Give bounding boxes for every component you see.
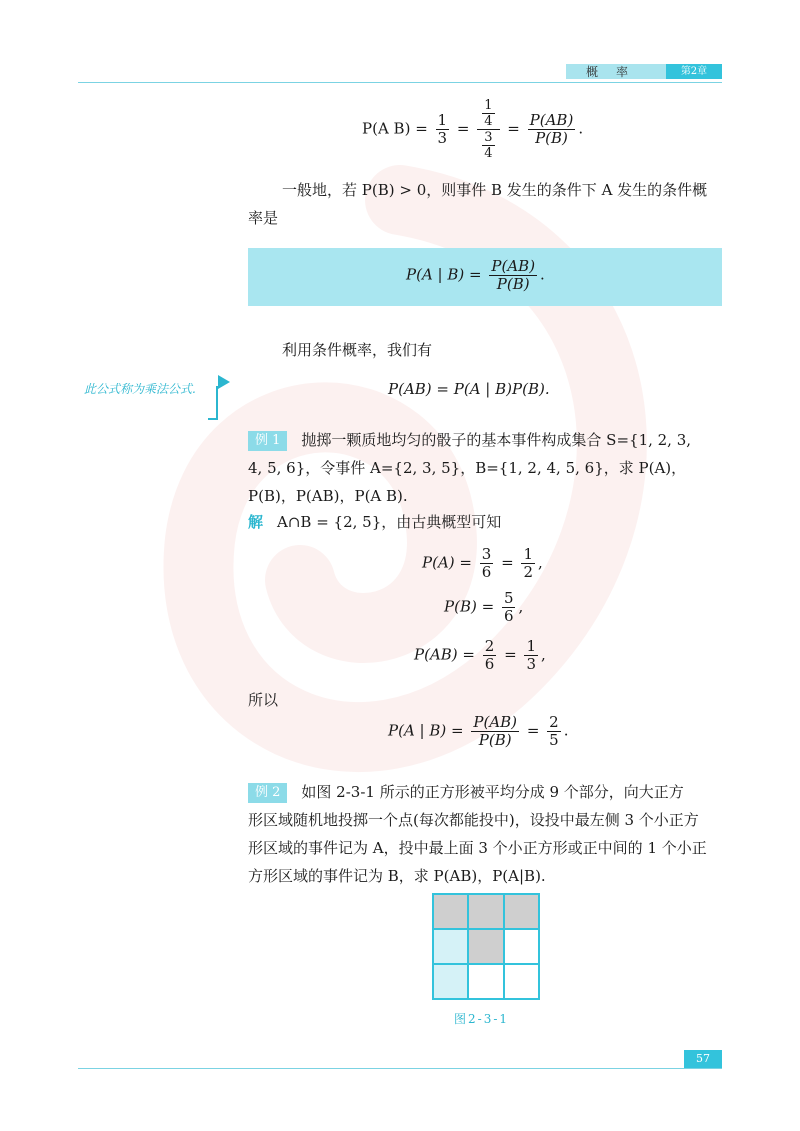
example-1-line-2: 4, 5, 6}，令事件 A={2, 3, 5}，B={1, 2, 4, 5, 6}，求 P(A)， [248, 459, 687, 477]
grid-cell [504, 929, 539, 964]
grid-cell [433, 894, 468, 929]
grid-cell [433, 929, 468, 964]
equation-p-a: P(A) = $\frac{3}{6}$ = $\frac{1}{2}$ , [422, 545, 543, 581]
grid-cell [504, 894, 539, 929]
equation-conditional-result: P(A | B) = $\frac{P(AB)}{P(B)}$ = $\frac{2}{5}$ . [388, 713, 569, 749]
definition-line-2: 率是 [248, 209, 279, 227]
example-2-label: 例 2 [248, 783, 287, 803]
figure-caption: 图2-3-1 [454, 1012, 510, 1026]
page-number: 57 [684, 1050, 722, 1068]
fraction: $\frac{P(AB)}{P(B)}$ [529, 111, 574, 147]
solution-label: 解 [248, 513, 264, 531]
grid-cell [468, 929, 503, 964]
footer-rule [78, 1068, 722, 1069]
grid-cell [433, 964, 468, 999]
grid-cell [468, 894, 503, 929]
multiplication-intro: 利用条件概率，我们有 [282, 341, 433, 359]
grid-cell [468, 964, 503, 999]
compound-fraction: $\frac{\frac{1}{4}}{\frac{3}{4}}$ [477, 98, 499, 161]
side-note-flag-icon [218, 375, 230, 389]
example-2-line-2: 形区域随机地投掷一个点(每次都能投中)，设投中最左侧 3 个小正方 [248, 811, 699, 829]
example-1-line-3: P(B)，P(AB)，P(A B). [248, 487, 408, 505]
conditional-probability-formula: P(A | B) = $\frac{P(AB)}{P(B)}$ . [406, 257, 545, 293]
side-note-bracket-foot [208, 418, 218, 420]
fraction: $\frac{P(AB)}{P(B)}$ [491, 257, 536, 293]
multiplication-formula: P(AB) = P(A | B)P(B). [388, 380, 550, 398]
intro-equation: P(A B) = $\frac{1}{3}$ = $\frac{\frac{1}{4}}{\frac{3}{4}}$ = $\frac{P(AB)}{P(B)}$ . [362, 98, 584, 161]
definition-line-1: 一般地，若 P(B) > 0，则事件 B 发生的条件下 A 发生的条件概 [282, 181, 708, 199]
eq-lhs: P(A B) = [362, 119, 428, 138]
therefore-text: 所以 [248, 691, 279, 709]
side-note-bracket [216, 386, 218, 420]
header-section-label: 第2章 [666, 64, 722, 79]
example-1-label: 例 1 [248, 431, 287, 451]
side-note: 此公式称为乘法公式. [84, 382, 196, 396]
nine-square-figure [432, 893, 540, 1000]
solution-1-intro: 解 A∩B = {2, 5}，由古典概型可知 [248, 513, 502, 531]
header-chapter-title: 概率 [586, 65, 647, 79]
example-1-line-1: 例 1 抛掷一颗质地均匀的骰子的基本事件构成集合 S={1, 2, 3, [248, 426, 691, 454]
example-2-line-3: 形区域的事件记为 A，投中最上面 3 个小正方形或正中间的 1 个小正 [248, 839, 707, 857]
example-2-line-4: 方形区域的事件记为 B，求 P(AB)，P(A|B). [248, 867, 546, 885]
equation-p-ab: P(AB) = $\frac{2}{6}$ = $\frac{1}{3}$ , [414, 637, 546, 673]
header-rule [78, 82, 722, 83]
fraction: $\frac{1}{3}$ [437, 111, 448, 147]
equation-p-b: P(B) = $\frac{5}{6}$ , [444, 589, 524, 625]
grid-cell [504, 964, 539, 999]
example-2-line-1: 例 2 如图 2-3-1 所示的正方形被平均分成 9 个部分，向大正方 [248, 778, 684, 806]
